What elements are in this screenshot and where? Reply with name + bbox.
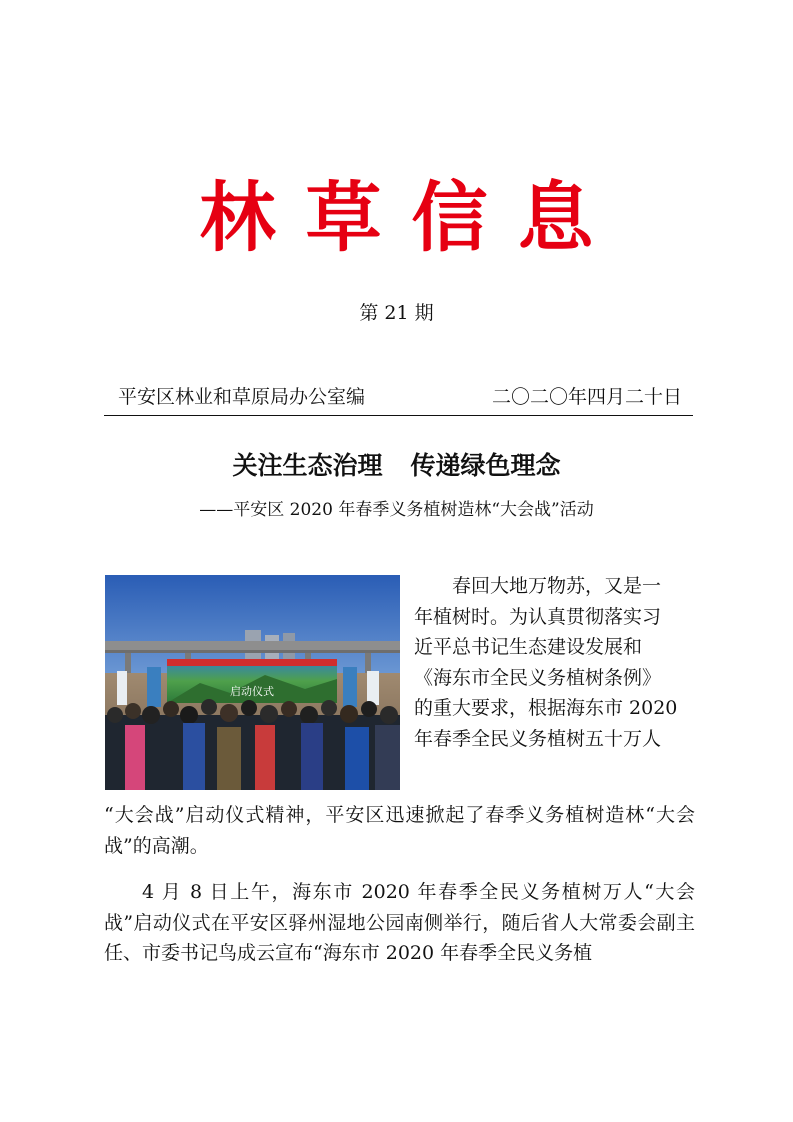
paragraph-1-line: 年春季全民义务植树五十万人 [414, 727, 662, 750]
article-title [0, 449, 793, 483]
paragraph-1-line: 《海东市全民义务植树条例》 [414, 666, 662, 689]
article-subtitle: ——平安区 2020 年春季义务植树造林“大会战”活动 [199, 500, 594, 520]
paragraph-1-line: 近平总书记生态建设发展和 [414, 636, 643, 659]
paragraph-1-continued [104, 800, 695, 861]
paragraph-2 [104, 877, 695, 969]
banner-text: 启动仪式 [230, 685, 274, 698]
masthead-title: 林草信息 [199, 173, 624, 262]
article-title-part1: 关注生态治理 [232, 451, 383, 480]
paragraph-1-line: 的重大要求，根据海东市 2020 [414, 697, 678, 720]
paragraph-1-line: 年植树时。为认真贯彻落实习 [414, 605, 662, 628]
paragraph-1-wrapped [414, 571, 695, 755]
paragraph-1-tail: “大会战”启动仪式精神，平安区迅速掀起了春季义务植树造林“大会战”的高潮。 [104, 804, 695, 857]
header-divider [104, 415, 693, 416]
paragraph-1-line: 春回大地万物苏，又是一 [452, 575, 662, 597]
ceremony-photo [105, 575, 400, 790]
paragraph-2-text: 4 月 8 日上午，海东市 2020 年春季全民义务植树万人“大会战”启动仪式在平安区驿州湿地公园南侧举行，随后省人大常委会副主任、市委书记鸟成云宣布“海东市 2020 年春季全民义务植 [104, 881, 695, 965]
publish-date: 二〇二〇年四月二十日 [491, 386, 682, 408]
publisher-name: 平安区林业和草原局办公室编 [118, 386, 366, 408]
article-title-part2: 传递绿色理念 [410, 451, 561, 480]
issue-number: 第 21 期 [359, 302, 434, 324]
